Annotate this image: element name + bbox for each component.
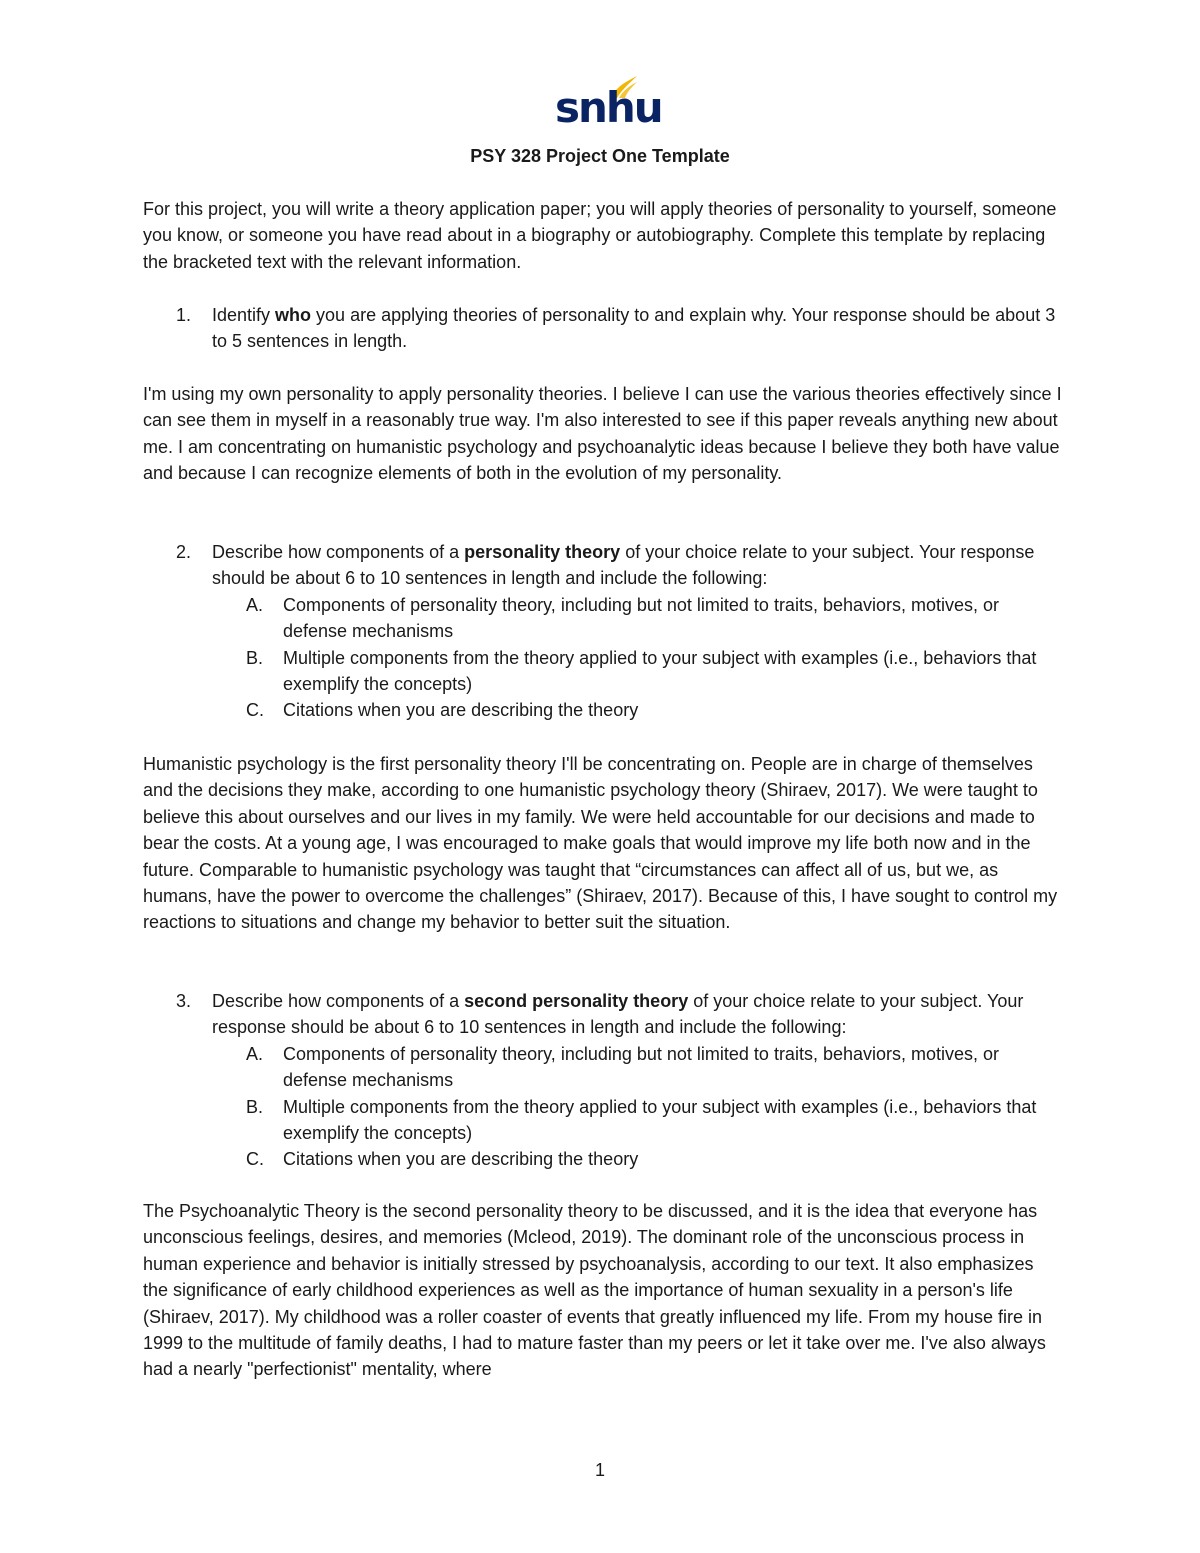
question-3-number: 3.	[176, 991, 192, 1011]
sub-letter: C.	[246, 1149, 264, 1170]
sub-letter: A.	[246, 1043, 264, 1064]
answer-1	[143, 381, 1063, 487]
question-2-sub-a	[143, 592, 1063, 645]
question-3-sub-c	[143, 1146, 1063, 1172]
question-3	[143, 988, 1063, 1173]
sub-letter: A.	[246, 594, 264, 615]
intro-paragraph	[143, 196, 1063, 275]
question-2-post: of your choice relate to your subject. Your response should be about 6 to 10 sentences in length and include the following:	[212, 542, 1035, 589]
question-3-item	[143, 988, 1063, 1041]
question-2-sub-b	[143, 645, 1063, 698]
sub-letter: B.	[246, 1096, 264, 1117]
question-3-sub-b	[143, 1094, 1063, 1147]
question-2-item	[143, 539, 1063, 592]
question-2	[143, 539, 1063, 724]
sub-text: Multiple components from the theory applied to your subject with examples (i.e., behaviors that exemplify the concepts)	[283, 647, 1037, 695]
snhu-logo	[555, 74, 662, 132]
sub-letter: C.	[246, 700, 264, 721]
answer-1-text: I'm using my own personality to apply personality theories. I believe I can use the various theories effectively since I can see them in myself in a reasonably true way. I'm also interested to see if this paper reveals anything new about me. I am concentrating on humanistic psychology and psychoanalytic ideas because I believe they both have value and because I can recognize elements of both in the evolution of my personality.	[143, 384, 1062, 484]
question-3-post: of your choice relate to your subject. Your response should be about 6 to 10 sentences in length and include the following:	[212, 991, 1024, 1038]
question-2-number: 2.	[176, 542, 192, 562]
question-3-bold: second personality theory	[464, 991, 689, 1011]
question-2-sub-c	[143, 697, 1063, 723]
question-1-post: you are applying theories of personality to and explain why. Your response should be about 3 to 5 sentences in length.	[212, 305, 1056, 352]
intro-text: For this project, you will write a theory application paper; you will apply theories of personality to yourself, someone you know, or someone you have read about in a biography or autobiography. Complete this template by replacing the bracketed text with the relevant information.	[143, 199, 1057, 272]
page-title: PSY 328 Project One Template	[470, 146, 730, 166]
question-1-pre: Identify	[212, 305, 276, 325]
sub-letter: B.	[246, 647, 264, 668]
answer-3-text: The Psychoanalytic Theory is the second personality theory to be discussed, and it is the idea that everyone has unconscious feelings, desires, and memories (Mcleod, 2019). The dominant role of the unconscious process in human experience and behavior is initially stressed by psychoanalysis, according to our text. It also emphasizes the significance of early childhood experiences as well as the importance of human sexuality in a person's life (Shiraev, 2017). My childhood was a roller coaster of events that greatly influenced my life. From my house fire in 1999 to the multitude of family deaths, I had to mature faster than my peers or let it take over me. I've also always had a nearly "perfectionist" mentality, where	[143, 1201, 1046, 1380]
question-1-number: 1.	[176, 305, 192, 325]
question-2-bold: personality theory	[464, 542, 621, 562]
question-3-pre: Describe how components of a	[212, 991, 465, 1011]
answer-2-text: Humanistic psychology is the first personality theory I'll be concentrating on. People are in charge of themselves and the decisions they make, according to one humanistic psychology theory (Shiraev, 2017). We were taught to believe this about ourselves and our lives in my family. We were held accountable for our decisions and made to bear the costs. At a young age, I was encouraged to make goals that would improve my life both now and in the future. Comparable to humanistic psychology was taught that “circumstances can affect all of us, but we, as humans, have the power to overcome the challenges” (Shiraev, 2017). Because of this, I have sought to control my reactions to situations and change my behavior to better suit the situation.	[143, 754, 1058, 933]
sub-text: Components of personality theory, including but not limited to traits, behaviors, motives, or defense mechanisms	[283, 594, 1000, 642]
logo-wordmark: snhu	[555, 83, 662, 132]
sub-text: Citations when you are describing the theory	[283, 1149, 639, 1170]
question-1-bold: who	[275, 305, 312, 325]
question-3-sub-a	[143, 1041, 1063, 1094]
sub-text: Multiple components from the theory applied to your subject with examples (i.e., behaviors that exemplify the concepts)	[283, 1096, 1037, 1144]
answer-3	[143, 1198, 1063, 1383]
sub-text: Components of personality theory, including but not limited to traits, behaviors, motives, or defense mechanisms	[283, 1043, 1000, 1091]
page-number: 1	[594, 1460, 605, 1480]
question-1	[143, 302, 1063, 355]
answer-2	[143, 751, 1063, 936]
question-1-item	[143, 302, 1063, 355]
question-2-pre: Describe how components of a	[212, 542, 465, 562]
sub-text: Citations when you are describing the theory	[283, 700, 639, 721]
